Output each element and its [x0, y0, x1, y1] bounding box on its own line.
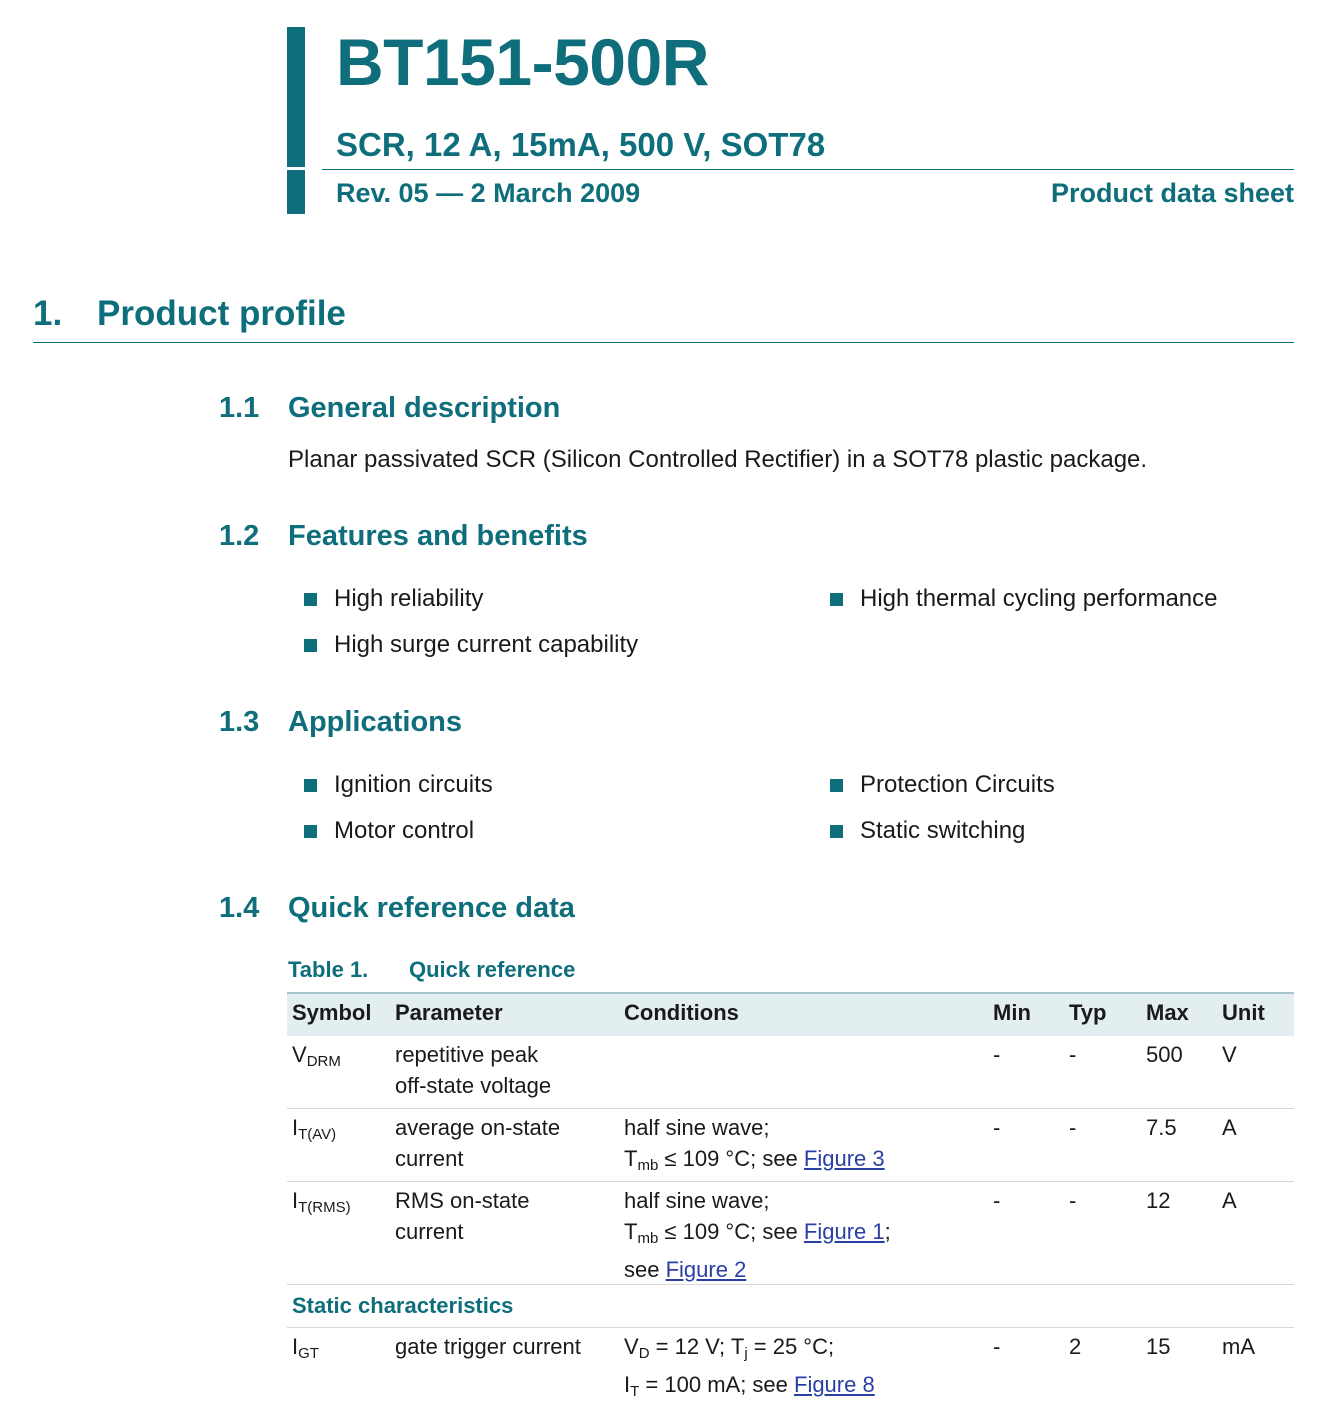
table-header-row [287, 992, 1294, 1036]
bullet-square-icon [304, 825, 317, 838]
table-row [287, 1182, 1294, 1285]
subsection-number-quickref: 1.4 [219, 892, 260, 924]
header-rule [322, 169, 1294, 170]
list-item: Ignition circuits [304, 771, 493, 799]
cell-max: 500 [1146, 1042, 1183, 1067]
cell-parameter: average on-state current [395, 1115, 561, 1171]
bullet-square-icon [304, 639, 317, 652]
bullet-square-icon [830, 779, 843, 792]
cell-typ: 2 [1069, 1334, 1082, 1359]
section-title: Product profile [97, 294, 346, 333]
cell-parameter: RMS on-state current [395, 1188, 530, 1244]
list-item: High reliability [304, 585, 483, 613]
cell-symbol: $I_{T(RMS)}$ [292, 1188, 351, 1216]
table-row [287, 1328, 1294, 1398]
cell-min: - [993, 1334, 1001, 1359]
table-caption [288, 957, 576, 983]
column-header-typ: Typ [1069, 1000, 1107, 1025]
subsection-number-general: 1.1 [219, 392, 260, 424]
column-header-unit: Unit [1222, 1000, 1265, 1025]
cell-max: 7.5 [1146, 1115, 1177, 1140]
table-row [287, 1109, 1294, 1182]
document-title: BT151-500R [336, 25, 709, 99]
subsection-number-features: 1.2 [219, 520, 260, 552]
subsection-title-applications: Applications [288, 706, 463, 738]
column-header-min: Min [993, 1000, 1031, 1025]
list-item: Motor control [304, 817, 474, 845]
subsection-title-features: Features and benefits [288, 520, 588, 552]
bullet-square-icon [304, 779, 317, 792]
cell-typ: - [1069, 1115, 1077, 1140]
cell-min: - [993, 1188, 1001, 1213]
cell-max: 15 [1146, 1334, 1171, 1359]
table-row [287, 1036, 1294, 1109]
cell-unit: A [1222, 1115, 1237, 1140]
document-type: Product data sheet [1050, 178, 1294, 208]
subsection-number-applications: 1.3 [219, 706, 260, 738]
document-subtitle: SCR, 12 A, 15mA, 500 V, SOT78 [336, 126, 826, 163]
quick-reference-table [287, 992, 1294, 1398]
column-header-symbol: Symbol [292, 1000, 372, 1025]
subsection-title-quickref: Quick reference data [288, 892, 575, 924]
cell-min: - [993, 1115, 1001, 1140]
subsection-title-general: General description [288, 392, 561, 424]
column-header-conditions: Conditions [624, 1000, 739, 1025]
list-item: Static switching [830, 817, 1025, 845]
header-accent-bar-top [287, 27, 305, 167]
section-number: 1. [33, 294, 63, 333]
cell-symbol: $I_{T(AV)}$ [292, 1115, 337, 1143]
cell-symbol: $I_{GT}$ [292, 1334, 319, 1362]
figure-1-link[interactable]: Figure 1 [803, 1219, 885, 1244]
bullet-square-icon [830, 825, 843, 838]
table-section-label: Static characteristics [292, 1293, 514, 1318]
revision-date: Rev. 05 — 2 March 2009 [336, 178, 641, 208]
table-caption-number: Table 1. [288, 957, 369, 982]
cell-unit: V [1222, 1042, 1237, 1067]
cell-max: 12 [1146, 1188, 1171, 1213]
cell-symbol: $V_{DRM}$ [292, 1042, 341, 1070]
cell-typ: - [1069, 1042, 1077, 1067]
cell-unit: A [1222, 1188, 1237, 1213]
column-header-parameter: Parameter [395, 1000, 503, 1025]
cell-conditions: half sine wave; $T_{mb} \le 109$ °C; see Figure 3 [624, 1115, 885, 1174]
figure-3-link[interactable]: Figure 3 [803, 1146, 885, 1171]
cell-min: - [993, 1042, 1001, 1067]
table-caption-title: Quick reference [409, 957, 576, 982]
cell-unit: mA [1222, 1334, 1255, 1359]
list-item: Protection Circuits [830, 771, 1055, 799]
header-accent-bar-bottom [287, 170, 305, 214]
figure-8-link[interactable]: Figure 8 [794, 1372, 875, 1397]
cell-typ: - [1069, 1188, 1077, 1213]
cell-conditions: $V_D = 12$ V; $T_j = 25$ °C; $I_T = 100$ mA; see Figure 8 [624, 1334, 875, 1400]
cell-parameter: repetitive peak off-state voltage [395, 1042, 552, 1098]
list-item: High surge current capability [304, 631, 638, 659]
list-item: High thermal cycling performance [830, 585, 1217, 613]
cell-conditions: half sine wave; $T_{mb} \le 109$ °C; see Figure 1; see Figure 2 [624, 1188, 891, 1282]
section-rule [33, 342, 1294, 343]
table-section-row [287, 1285, 1294, 1328]
bullet-square-icon [304, 593, 317, 606]
general-description-text: Planar passivated SCR (Silicon Controlled Rectifier) in a SOT78 plastic package. [288, 446, 1148, 473]
column-header-max: Max [1146, 1000, 1189, 1025]
cell-parameter: gate trigger current [395, 1334, 581, 1359]
bullet-square-icon [830, 593, 843, 606]
figure-2-link[interactable]: Figure 2 [665, 1257, 747, 1282]
